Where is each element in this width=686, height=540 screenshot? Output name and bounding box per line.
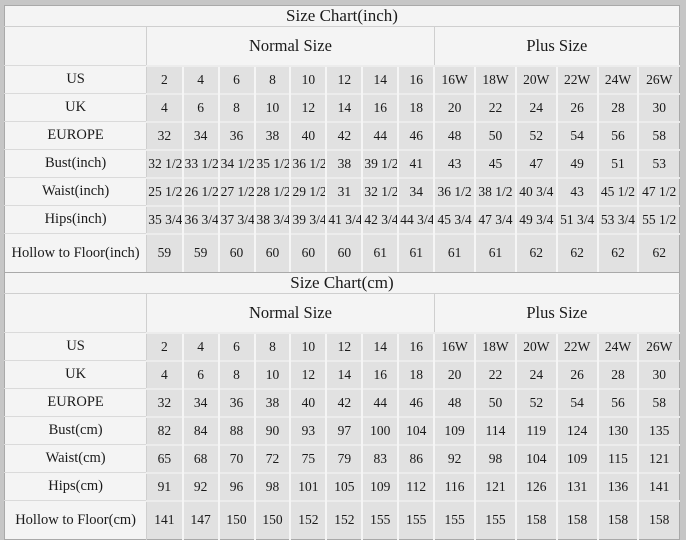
size-value-cell: 18: [398, 361, 434, 389]
normal-size-header: Normal Size: [147, 27, 435, 66]
table-row: [5, 150, 680, 178]
size-value-cell: 68: [183, 445, 219, 473]
size-value-cell: 54: [557, 122, 598, 150]
size-value-cell: 10: [255, 94, 291, 122]
row-label: UK: [5, 361, 147, 389]
size-value-cell: 52: [516, 389, 557, 417]
size-value-cell: 51 3/4: [557, 206, 598, 234]
size-value-cell: 62: [557, 234, 598, 273]
size-value-cell: 58: [638, 122, 679, 150]
size-value-cell: 37 3/4: [219, 206, 255, 234]
size-value-cell: 105: [326, 473, 362, 501]
size-value-cell: 38: [255, 389, 291, 417]
size-value-cell: 8: [219, 361, 255, 389]
size-value-cell: 42: [326, 122, 362, 150]
size-value-cell: 47 3/4: [475, 206, 516, 234]
size-value-cell: 59: [183, 234, 219, 273]
size-value-cell: 2: [147, 333, 183, 361]
row-label: US: [5, 333, 147, 361]
row-label: Waist(inch): [5, 178, 147, 206]
size-value-cell: 40 3/4: [516, 178, 557, 206]
size-value-cell: 47 1/2: [638, 178, 679, 206]
size-value-cell: 112: [398, 473, 434, 501]
size-value-cell: 44: [362, 122, 398, 150]
size-value-cell: 155: [434, 501, 475, 540]
size-value-cell: 4: [183, 66, 219, 94]
row-label: Bust(cm): [5, 417, 147, 445]
size-value-cell: 40: [290, 389, 326, 417]
row-label: EUROPE: [5, 389, 147, 417]
plus-size-header: Plus Size: [434, 27, 679, 66]
size-value-cell: 8: [255, 333, 291, 361]
size-value-cell: 26 1/2: [183, 178, 219, 206]
size-value-cell: 48: [434, 389, 475, 417]
size-value-cell: 109: [557, 445, 598, 473]
size-value-cell: 32 1/2: [147, 150, 183, 178]
size-value-cell: 61: [434, 234, 475, 273]
size-chart-cm: [4, 272, 680, 540]
size-value-cell: 135: [638, 417, 679, 445]
size-value-cell: 114: [475, 417, 516, 445]
size-value-cell: 46: [398, 122, 434, 150]
size-value-cell: 75: [290, 445, 326, 473]
size-value-cell: 24W: [598, 333, 639, 361]
row-label: Hips(cm): [5, 473, 147, 501]
size-value-cell: 130: [598, 417, 639, 445]
size-value-cell: 60: [219, 234, 255, 273]
row-label: US: [5, 66, 147, 94]
size-value-cell: 158: [557, 501, 598, 540]
size-value-cell: 16: [398, 333, 434, 361]
size-chart-inch-table: [4, 5, 680, 273]
table-body: [5, 333, 680, 540]
size-value-cell: 26W: [638, 333, 679, 361]
size-value-cell: 34: [183, 122, 219, 150]
size-value-cell: 56: [598, 122, 639, 150]
size-value-cell: 98: [255, 473, 291, 501]
size-value-cell: 20W: [516, 66, 557, 94]
size-value-cell: 147: [183, 501, 219, 540]
size-value-cell: 54: [557, 389, 598, 417]
size-value-cell: 34 1/2: [219, 150, 255, 178]
size-value-cell: 96: [219, 473, 255, 501]
table-title-row: [5, 6, 680, 27]
size-value-cell: 16: [362, 361, 398, 389]
size-value-cell: 65: [147, 445, 183, 473]
size-value-cell: 116: [434, 473, 475, 501]
size-value-cell: 92: [183, 473, 219, 501]
row-label: Waist(cm): [5, 445, 147, 473]
size-value-cell: 28: [598, 361, 639, 389]
size-value-cell: 41 3/4: [326, 206, 362, 234]
size-value-cell: 12: [290, 361, 326, 389]
size-value-cell: 2: [147, 66, 183, 94]
size-value-cell: 12: [290, 94, 326, 122]
table-title: Size Chart(inch): [5, 6, 680, 27]
size-value-cell: 61: [398, 234, 434, 273]
size-value-cell: 18W: [475, 66, 516, 94]
size-value-cell: 41: [398, 150, 434, 178]
size-value-cell: 60: [255, 234, 291, 273]
size-value-cell: 16W: [434, 333, 475, 361]
size-value-cell: 150: [219, 501, 255, 540]
size-value-cell: 16: [398, 66, 434, 94]
size-value-cell: 119: [516, 417, 557, 445]
size-value-cell: 83: [362, 445, 398, 473]
size-value-cell: 39 1/2: [362, 150, 398, 178]
size-value-cell: 38: [326, 150, 362, 178]
size-value-cell: 53 3/4: [598, 206, 639, 234]
size-value-cell: 91: [147, 473, 183, 501]
table-row: [5, 501, 680, 540]
size-value-cell: 36: [219, 122, 255, 150]
size-value-cell: 20W: [516, 333, 557, 361]
size-value-cell: 86: [398, 445, 434, 473]
size-value-cell: 44: [362, 389, 398, 417]
table-row: [5, 445, 680, 473]
size-value-cell: 26: [557, 94, 598, 122]
table-row: [5, 417, 680, 445]
size-value-cell: 56: [598, 389, 639, 417]
size-value-cell: 152: [290, 501, 326, 540]
size-value-cell: 10: [255, 361, 291, 389]
size-value-cell: 32: [147, 389, 183, 417]
size-value-cell: 48: [434, 122, 475, 150]
size-value-cell: 49: [557, 150, 598, 178]
size-value-cell: 4: [147, 361, 183, 389]
size-value-cell: 24: [516, 361, 557, 389]
size-value-cell: 14: [326, 94, 362, 122]
size-value-cell: 115: [598, 445, 639, 473]
table-row: [5, 389, 680, 417]
row-label: Hips(inch): [5, 206, 147, 234]
size-value-cell: 61: [362, 234, 398, 273]
size-value-cell: 104: [398, 417, 434, 445]
size-value-cell: 98: [475, 445, 516, 473]
size-value-cell: 6: [219, 66, 255, 94]
size-value-cell: 26W: [638, 66, 679, 94]
size-value-cell: 38: [255, 122, 291, 150]
size-value-cell: 46: [398, 389, 434, 417]
size-value-cell: 4: [183, 333, 219, 361]
size-value-cell: 124: [557, 417, 598, 445]
size-value-cell: 6: [183, 361, 219, 389]
size-chart-inch: [4, 5, 680, 273]
size-value-cell: 35 3/4: [147, 206, 183, 234]
size-value-cell: 35 1/2: [255, 150, 291, 178]
corner-cell: [5, 294, 147, 333]
size-value-cell: 121: [475, 473, 516, 501]
size-value-cell: 62: [598, 234, 639, 273]
size-value-cell: 158: [638, 501, 679, 540]
size-value-cell: 42: [326, 389, 362, 417]
size-value-cell: 58: [638, 389, 679, 417]
size-value-cell: 25 1/2: [147, 178, 183, 206]
size-value-cell: 100: [362, 417, 398, 445]
size-value-cell: 82: [147, 417, 183, 445]
size-value-cell: 72: [255, 445, 291, 473]
size-value-cell: 141: [147, 501, 183, 540]
table-title: Size Chart(cm): [5, 273, 680, 294]
size-value-cell: 52: [516, 122, 557, 150]
size-group-header-row: [5, 294, 680, 333]
size-value-cell: 18: [398, 94, 434, 122]
size-value-cell: 131: [557, 473, 598, 501]
table-row: [5, 361, 680, 389]
size-value-cell: 60: [326, 234, 362, 273]
size-value-cell: 51: [598, 150, 639, 178]
corner-cell: [5, 27, 147, 66]
size-value-cell: 33 1/2: [183, 150, 219, 178]
table-row: [5, 206, 680, 234]
size-value-cell: 53: [638, 150, 679, 178]
table-title-row: [5, 273, 680, 294]
size-value-cell: 16: [362, 94, 398, 122]
table-row: [5, 94, 680, 122]
size-value-cell: 20: [434, 94, 475, 122]
size-value-cell: 22: [475, 94, 516, 122]
row-label: EUROPE: [5, 122, 147, 150]
size-value-cell: 126: [516, 473, 557, 501]
size-value-cell: 8: [219, 94, 255, 122]
size-value-cell: 24W: [598, 66, 639, 94]
size-value-cell: 26: [557, 361, 598, 389]
size-value-cell: 14: [362, 333, 398, 361]
size-value-cell: 28 1/2: [255, 178, 291, 206]
row-label: Bust(inch): [5, 150, 147, 178]
size-value-cell: 31: [326, 178, 362, 206]
size-value-cell: 109: [434, 417, 475, 445]
size-value-cell: 158: [598, 501, 639, 540]
size-value-cell: 30: [638, 94, 679, 122]
size-value-cell: 22W: [557, 66, 598, 94]
table-body: [5, 66, 680, 273]
size-value-cell: 44 3/4: [398, 206, 434, 234]
size-value-cell: 43: [557, 178, 598, 206]
size-value-cell: 109: [362, 473, 398, 501]
size-value-cell: 155: [398, 501, 434, 540]
size-value-cell: 14: [362, 66, 398, 94]
size-value-cell: 158: [516, 501, 557, 540]
size-value-cell: 28: [598, 94, 639, 122]
size-value-cell: 90: [255, 417, 291, 445]
size-value-cell: 152: [326, 501, 362, 540]
row-label: Hollow to Floor(cm): [5, 501, 147, 540]
size-value-cell: 45 3/4: [434, 206, 475, 234]
size-value-cell: 6: [183, 94, 219, 122]
table-row: [5, 333, 680, 361]
table-row: [5, 178, 680, 206]
size-value-cell: 38 1/2: [475, 178, 516, 206]
size-value-cell: 39 3/4: [290, 206, 326, 234]
normal-size-header: Normal Size: [147, 294, 435, 333]
size-value-cell: 36 1/2: [290, 150, 326, 178]
size-value-cell: 10: [290, 333, 326, 361]
size-value-cell: 38 3/4: [255, 206, 291, 234]
row-label: UK: [5, 94, 147, 122]
size-value-cell: 97: [326, 417, 362, 445]
size-value-cell: 36 1/2: [434, 178, 475, 206]
size-value-cell: 88: [219, 417, 255, 445]
table-row: [5, 66, 680, 94]
size-value-cell: 62: [516, 234, 557, 273]
size-value-cell: 24: [516, 94, 557, 122]
size-value-cell: 22: [475, 361, 516, 389]
size-value-cell: 84: [183, 417, 219, 445]
size-value-cell: 34: [398, 178, 434, 206]
size-value-cell: 141: [638, 473, 679, 501]
size-value-cell: 12: [326, 66, 362, 94]
size-value-cell: 47: [516, 150, 557, 178]
row-label: Hollow to Floor(inch): [5, 234, 147, 273]
size-value-cell: 155: [475, 501, 516, 540]
size-value-cell: 32: [147, 122, 183, 150]
size-value-cell: 62: [638, 234, 679, 273]
size-value-cell: 29 1/2: [290, 178, 326, 206]
size-value-cell: 155: [362, 501, 398, 540]
size-value-cell: 36 3/4: [183, 206, 219, 234]
size-value-cell: 121: [638, 445, 679, 473]
size-value-cell: 136: [598, 473, 639, 501]
size-value-cell: 49 3/4: [516, 206, 557, 234]
size-value-cell: 16W: [434, 66, 475, 94]
size-value-cell: 22W: [557, 333, 598, 361]
size-value-cell: 12: [326, 333, 362, 361]
size-value-cell: 61: [475, 234, 516, 273]
size-chart-cm-table: [4, 272, 680, 540]
plus-size-header: Plus Size: [434, 294, 679, 333]
size-value-cell: 14: [326, 361, 362, 389]
size-value-cell: 43: [434, 150, 475, 178]
size-value-cell: 18W: [475, 333, 516, 361]
size-value-cell: 32 1/2: [362, 178, 398, 206]
size-value-cell: 50: [475, 122, 516, 150]
size-value-cell: 10: [290, 66, 326, 94]
table-row: [5, 122, 680, 150]
size-value-cell: 60: [290, 234, 326, 273]
size-value-cell: 40: [290, 122, 326, 150]
size-value-cell: 59: [147, 234, 183, 273]
size-value-cell: 93: [290, 417, 326, 445]
size-value-cell: 20: [434, 361, 475, 389]
size-value-cell: 34: [183, 389, 219, 417]
size-value-cell: 50: [475, 389, 516, 417]
size-value-cell: 42 3/4: [362, 206, 398, 234]
size-value-cell: 8: [255, 66, 291, 94]
size-value-cell: 70: [219, 445, 255, 473]
size-value-cell: 27 1/2: [219, 178, 255, 206]
size-value-cell: 6: [219, 333, 255, 361]
size-value-cell: 92: [434, 445, 475, 473]
size-value-cell: 45: [475, 150, 516, 178]
size-value-cell: 150: [255, 501, 291, 540]
size-value-cell: 104: [516, 445, 557, 473]
size-value-cell: 79: [326, 445, 362, 473]
size-value-cell: 4: [147, 94, 183, 122]
size-value-cell: 55 1/2: [638, 206, 679, 234]
table-row: [5, 473, 680, 501]
size-value-cell: 45 1/2: [598, 178, 639, 206]
size-value-cell: 36: [219, 389, 255, 417]
size-group-header-row: [5, 27, 680, 66]
size-value-cell: 101: [290, 473, 326, 501]
table-row: [5, 234, 680, 273]
size-value-cell: 30: [638, 361, 679, 389]
